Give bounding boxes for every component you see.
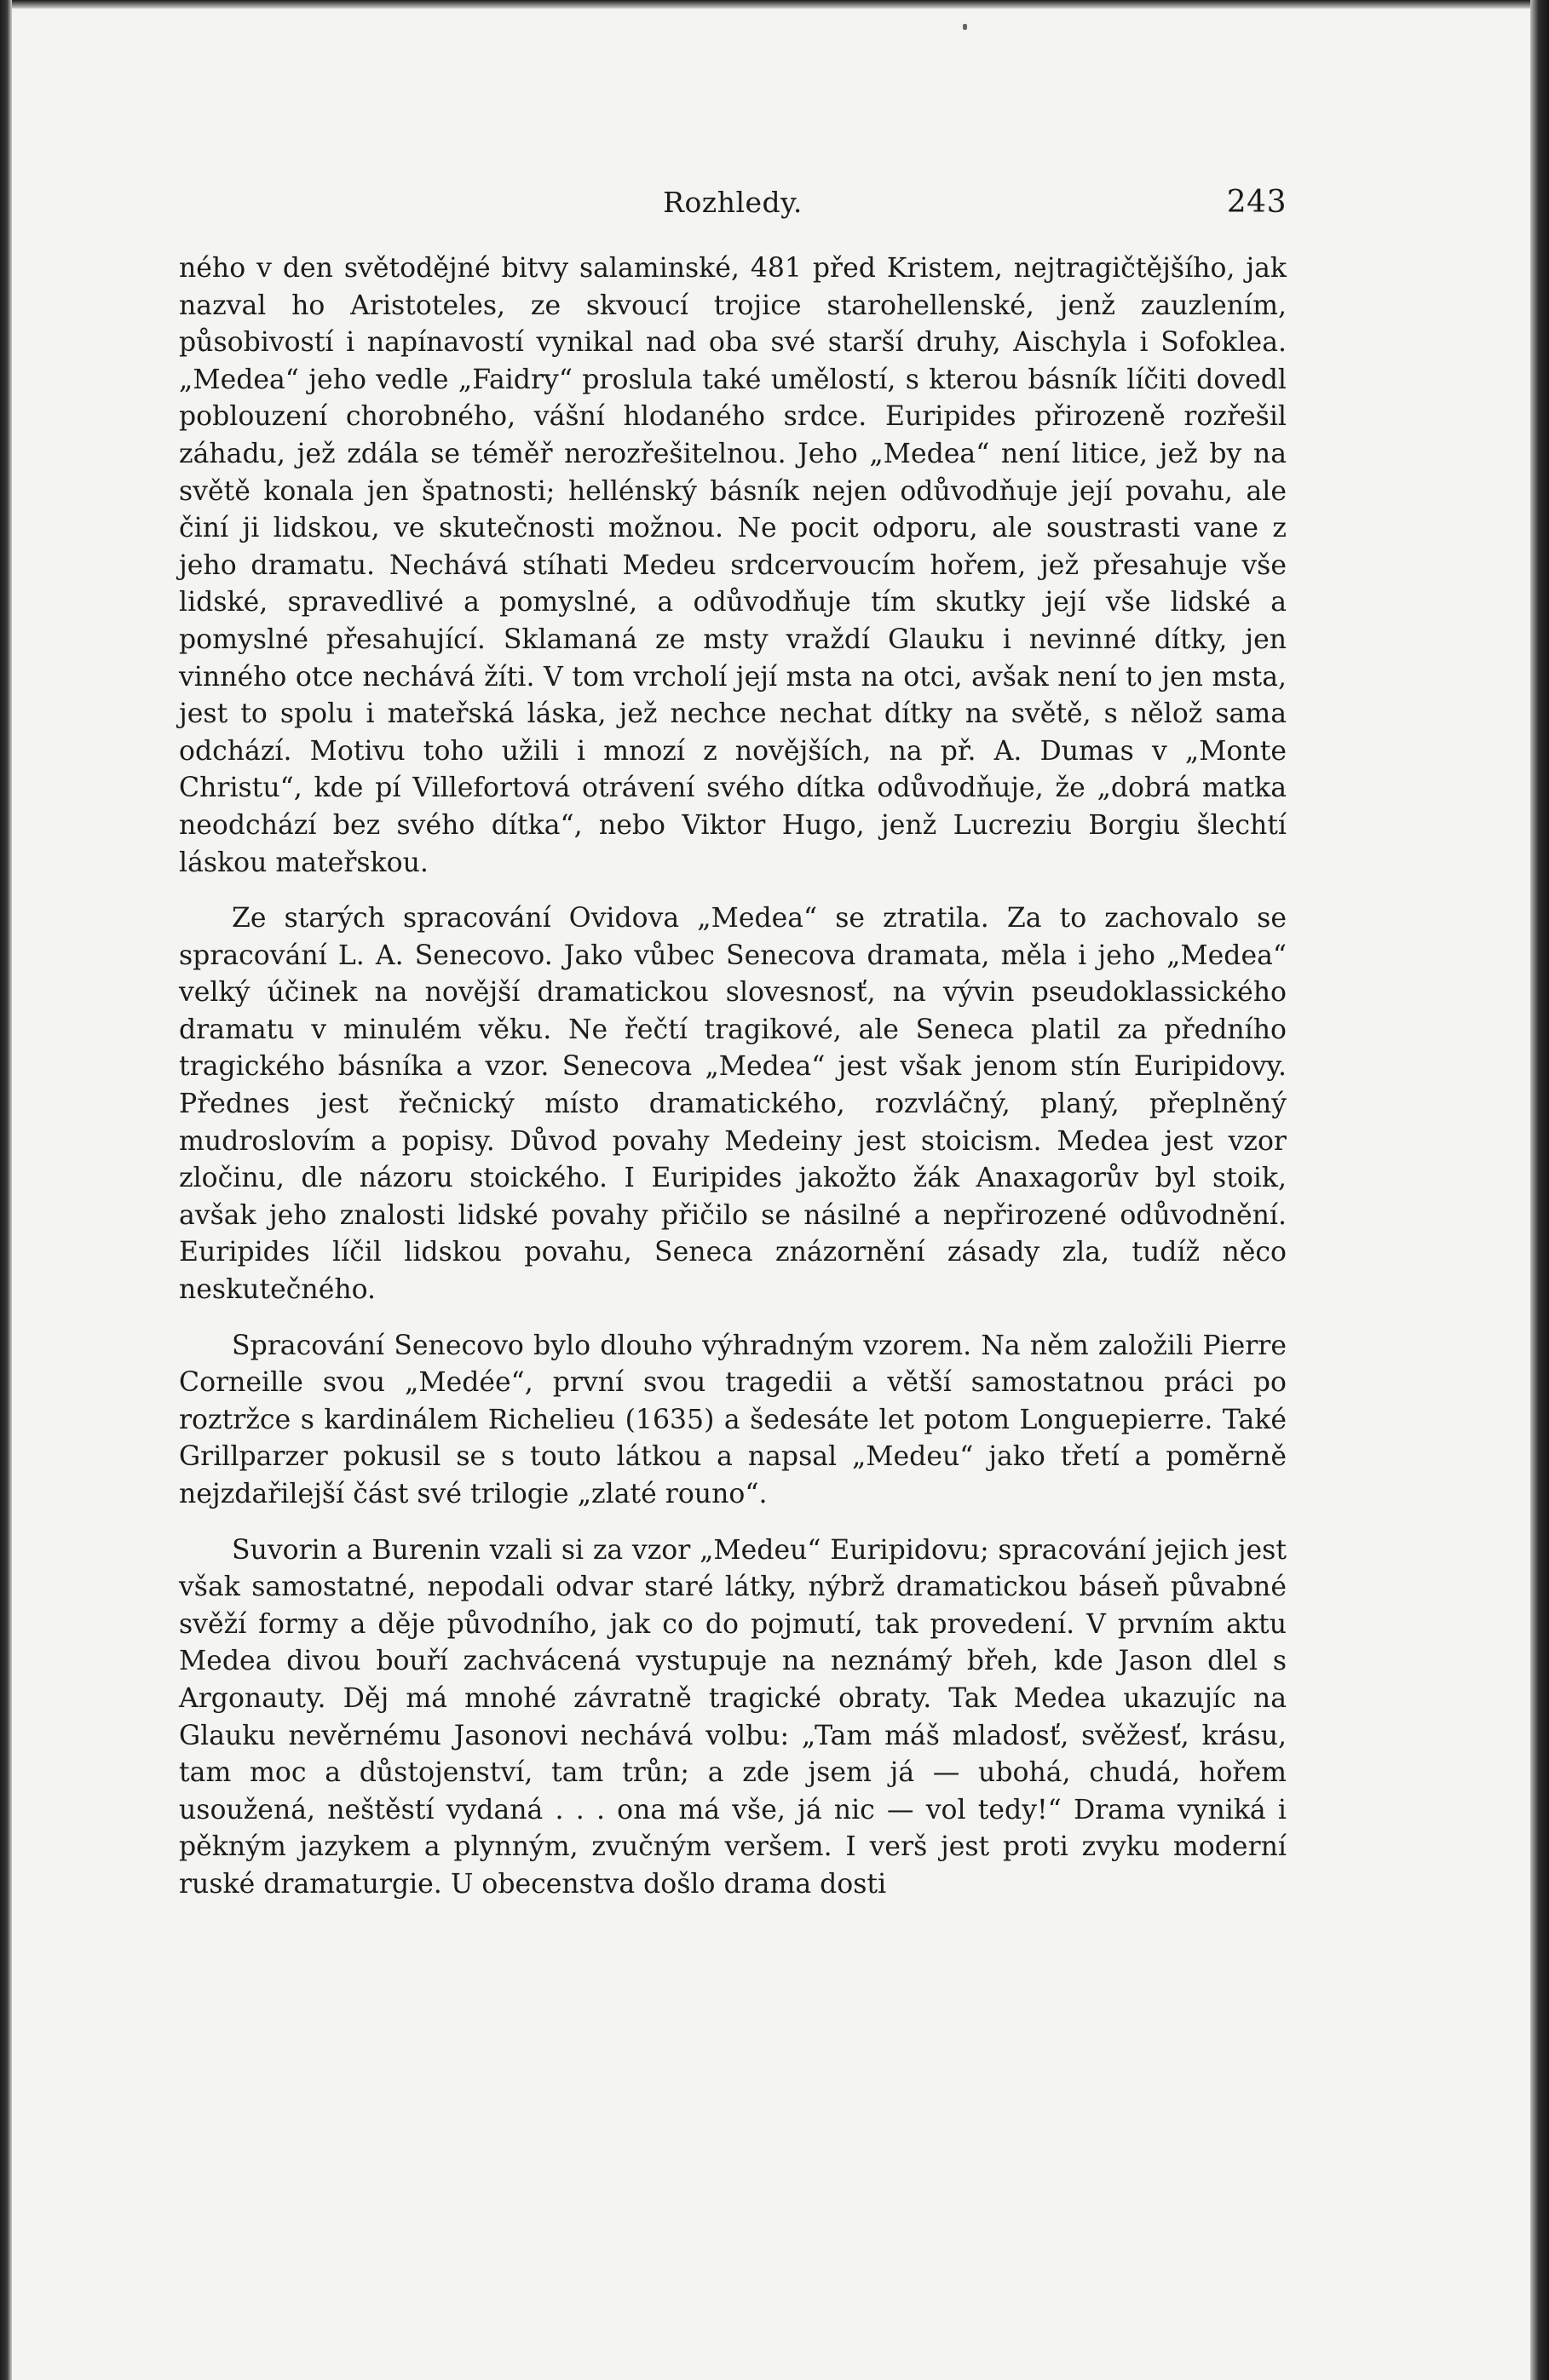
- page-number: 243: [1226, 185, 1287, 220]
- running-header-title: Rozhledy.: [663, 186, 803, 219]
- paragraph-4: Suvorin a Burenin vzali si za vzor „Medeu“ Euripidovu; spracování jejich jest však samostatné, nepodali odvar staré látky, nýbrž dramatickou báseň půvabné svěží formy a děje původního, jak co do pojmutí, tak provedení. V prvním aktu Medea divou bouří zachvácená vystupuje na neznámý břeh, kde Jason dlel s Argonauty. Děj má mnohé závratně tragické obraty. Tak Medea ukazujíc na Glauku nevěrnému Jasonovi nechává volbu: „Tam máš mladosť, svěžesť, krásu, tam moc a důstojenství, tam trůn; a zde jsem já — ubohá, chudá, hořem usoužená, neštěstí vydaná . . . ona má vše, já nic — vol tedy!“ Drama vyniká i pěkným jazykem a plynným, zvučným veršem. I verš jest proti zvyku moderní ruské dramaturgie. U obecenstva došlo drama dosti: [179, 1534, 1287, 1900]
- paragraph-1: ného v den světodějné bitvy salaminské, 481 před Kristem, nejtragičtějšího, jak nazval ho Aristoteles, ze skvoucí trojice starohellenské, jenž zauzlením, působivostí i napínavostí vynikal nad oba své starší druhy, Aischyla i Sofoklea. „Medea“ jeho vedle „Faidry“ proslula také umělostí, s kterou básník líčiti dovedl poblouzení chorobného, vášní hlodaného srdce. Euripides přirozeně rozřešil záhadu, jež zdála se téměř nerozřešitelnou. Jeho „Medea“ není litice, jež by na světě konala jen špatnosti; hellénský básník nejen odůvodňuje její povahu, ale činí ji lidskou, ve skutečnosti možnou. Ne pocit odporu, ale soustrasti vane z jeho dramatu. Nechává stíhati Medeu srdcervoucím hořem, jež přesahuje vše lidské, spravedlivé a pomyslné, a odůvodňuje tím skutky její vše lidské a pomyslné přesahující. Sklamaná ze msty vraždí Glauku i nevinné dítky, jen vinného otce nechává žíti. V tom vrcholí její msta na otci, avšak není to jen msta, jest to spolu i mateřská láska, jež nechce nechat dítky na světě, s nělož sama odchází. Motivu toho užili i mnozí z novějších, na př. A. Dumas v „Monte Christu“, kde pí Villefortová otrávení svého dítka odůvodňuje, že „dobrá matka neodchází bez svého dítka“, nebo Viktor Hugo, jenž Lucreziu Borgiu šlechtí láskou mateřskou.: [179, 253, 1287, 878]
- scan-top-edge: [0, 0, 1549, 9]
- paragraph-3: Spracování Senecovo bylo dlouho výhradným vzorem. Na něm založili Pierre Corneille svou „Medée“, první svou tragedii a větší samostatnou práci po roztržce s kardinálem Richelieu (1635) a šedesáte let potom Longuepierre. Také Grillparzer pokusil se s touto látkou a napsal „Medeu“ jako třetí a poměrně nejzdařilejší část své trilogie „zlaté rouno“.: [179, 1330, 1287, 1509]
- page-content: [179, 177, 1287, 1923]
- running-header: [179, 177, 1287, 228]
- paragraph-2: Ze starých spracování Ovidova „Medea“ se ztratila. Za to zachovalo se spracování L. A. Senecovo. Jako vůbec Senecova dramata, měla i jeho „Medea“ velký účinek na novější dramatickou slovesnosť, na vývin pseudoklassického dramatu v minulém věku. Ne řečtí tragikové, ale Seneca platil za předního tragického básníka a vzor. Senecova „Medea“ jest však jenom stín Euripidovy. Přednes jest řečnický místo dramatického, rozvláčný, planý, přeplněný mudroslovím a popisy. Důvod povahy Medeiny jest stoicism. Medea jest vzor zločinu, dle názoru stoického. I Euripides jakožto žák Anaxagorův byl stoik, avšak jeho znalosti lidské povahy přičilo se násilné a nepřirozené odůvodnění. Euripides líčil lidskou povahu, Seneca znázornění zásady zla, tudíž něco neskutečného.: [179, 903, 1287, 1306]
- body-text: [179, 250, 1287, 1904]
- scan-speck-mark: [963, 24, 967, 30]
- scan-right-edge: [1530, 0, 1549, 2380]
- scan-left-edge: [0, 0, 12, 2380]
